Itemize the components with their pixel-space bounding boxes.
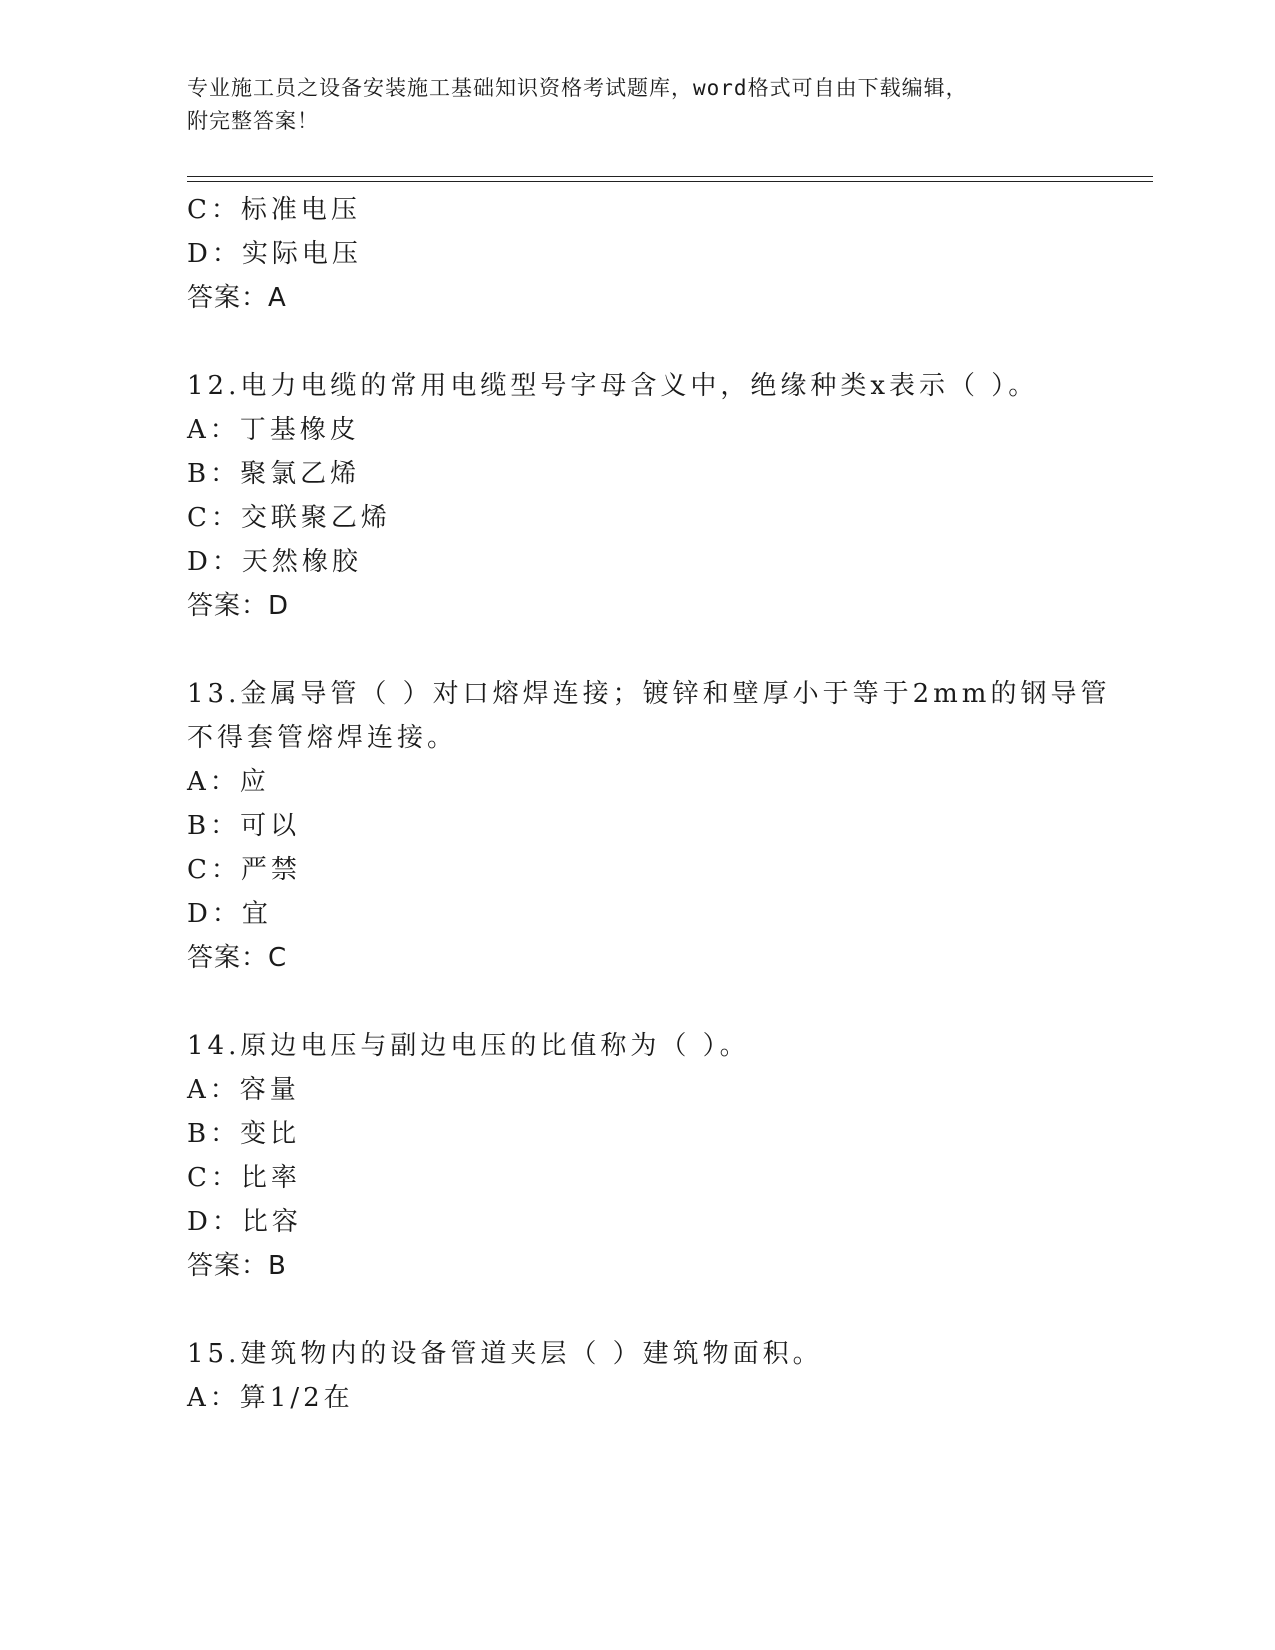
- q13-question-line-1: 13.金属导管（ ）对口熔焊连接；镀锌和壁厚小于等于2mm的钢导管: [187, 679, 1111, 709]
- q14-option-a: A：容量: [187, 1075, 300, 1105]
- header-rule-bottom: [187, 181, 1153, 182]
- q13-option-c: C：严禁: [187, 855, 301, 885]
- q15-option-a: A：算1/2在: [187, 1383, 354, 1413]
- q11-option-c: C：标准电压: [187, 195, 361, 225]
- q12-question: 12.电力电缆的常用电缆型号字母含义中，绝缘种类x表示（ ）。: [187, 371, 1039, 401]
- q12-option-a: A：丁基橡皮: [187, 415, 360, 445]
- q12-answer: 答案：D: [187, 591, 290, 621]
- header-line-1: 专业施工员之设备安装施工基础知识资格考试题库，word格式可自由下载编辑，: [187, 76, 968, 100]
- header-line-2: 附完整答案！: [187, 109, 319, 133]
- document-header: [187, 72, 1067, 138]
- q13-answer: 答案：C: [187, 943, 288, 973]
- q12-option-c: C：交联聚乙烯: [187, 503, 391, 533]
- q14-question: 14.原边电压与副边电压的比值称为（ ）。: [187, 1031, 750, 1061]
- q14-option-d: D：比容: [187, 1207, 302, 1237]
- q14-option-c: C：比率: [187, 1163, 301, 1193]
- q13-option-d: D：宜: [187, 899, 272, 929]
- q14-option-b: B：变比: [187, 1119, 301, 1149]
- q13-question-line-2: 不得套管熔焊连接。: [187, 723, 458, 753]
- q12-option-d: D：天然橡胶: [187, 547, 362, 577]
- q14-answer: 答案：B: [187, 1251, 287, 1281]
- q12-option-b: B：聚氯乙烯: [187, 459, 361, 489]
- header-rule-top: [187, 176, 1153, 177]
- q11-answer: 答案：A: [187, 283, 287, 313]
- q15-question: 15.建筑物内的设备管道夹层（ ）建筑物面积。: [187, 1339, 823, 1369]
- q13-option-a: A：应: [187, 767, 270, 797]
- q11-option-d: D：实际电压: [187, 239, 362, 269]
- q13-option-b: B：可以: [187, 811, 301, 841]
